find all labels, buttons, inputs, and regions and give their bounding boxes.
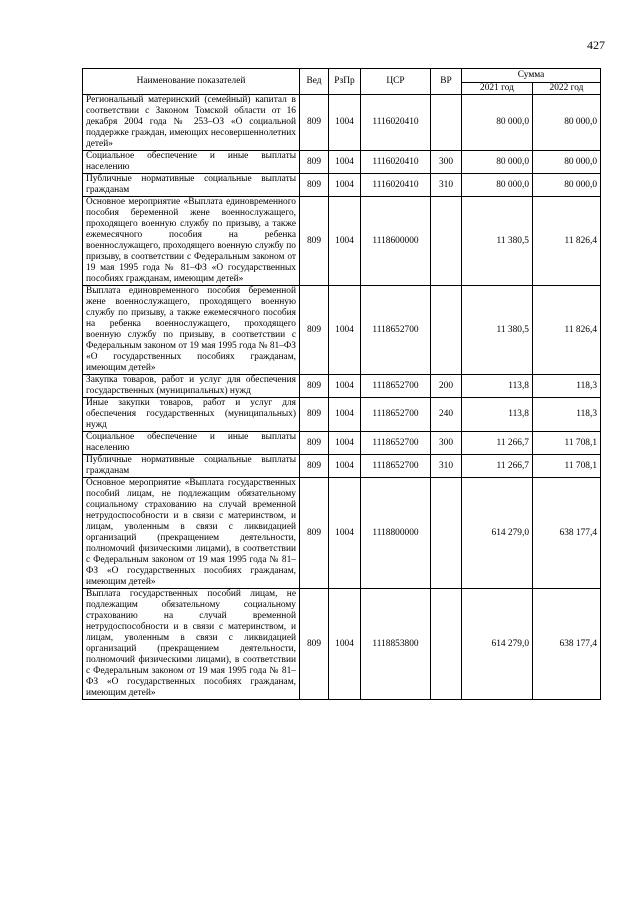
- cell-name: Социальное обеспечение и иные выплаты населению: [83, 151, 300, 174]
- cell-csr: 1118652700: [361, 398, 431, 432]
- table-row: [83, 375, 601, 398]
- table-row: [83, 589, 601, 700]
- cell-vr: 240: [431, 398, 462, 432]
- cell-csr: 1116020410: [361, 174, 431, 197]
- cell-rzpr: 1004: [329, 432, 361, 455]
- cell-rzpr: 1004: [329, 286, 361, 375]
- header-ved: Вед: [300, 69, 329, 95]
- cell-csr: 1118652700: [361, 455, 431, 478]
- cell-y2022: 118,3: [533, 398, 601, 432]
- cell-ved: 809: [300, 432, 329, 455]
- cell-vr: [431, 589, 462, 700]
- cell-rzpr: 1004: [329, 398, 361, 432]
- header-rzpr: РзПр: [329, 69, 361, 95]
- cell-y2021: 80 000,0: [462, 95, 533, 151]
- cell-name: Выплата государственных пособий лицам, не подлежащим обязательному социальному страхованию на случай временной нетрудоспособности и в связи с материнством, и лицам, уволенным в связи с ликвидацией организаций (прекращением деятельности, полномочий физическими лицами), в соответствии с Федеральным законом от 19 мая 1995 года № 81–ФЗ «О государственных пособиях гражданам, имеющим детей»: [83, 589, 300, 700]
- table-row: [83, 95, 601, 151]
- cell-vr: 300: [431, 151, 462, 174]
- cell-ved: 809: [300, 375, 329, 398]
- cell-vr: 300: [431, 432, 462, 455]
- header-sum: Сумма: [462, 69, 601, 83]
- table-body: [83, 95, 601, 700]
- cell-rzpr: 1004: [329, 478, 361, 589]
- table-row: [83, 398, 601, 432]
- cell-name: Публичные нормативные социальные выплаты гражданам: [83, 174, 300, 197]
- cell-ved: 809: [300, 478, 329, 589]
- cell-name: Публичные нормативные социальные выплаты гражданам: [83, 455, 300, 478]
- cell-name: Региональный материнский (семейный) капитал в соответствии с Законом Томской области от 16 декабря 2004 года № 253–ОЗ «О социальной поддержке граждан, имеющих несовершеннолетних детей»: [83, 95, 300, 151]
- cell-csr: 1116020410: [361, 151, 431, 174]
- cell-csr: 1118652700: [361, 432, 431, 455]
- cell-y2021: 80 000,0: [462, 151, 533, 174]
- cell-y2022: 80 000,0: [533, 151, 601, 174]
- cell-y2022: 638 177,4: [533, 478, 601, 589]
- cell-name: Основное мероприятие «Выплата единовременного пособия беременной жене военнослужащего, проходящего военную службу по призыву, а также ежемесячного пособия на ребенка военнослужащего, проходящего военную службу по призыву, в соответствии с Федеральным законом от 19 мая 1995 года № 81–ФЗ «О государственных пособиях гражданам, имеющим детей»: [83, 197, 300, 286]
- cell-vr: [431, 197, 462, 286]
- cell-y2021: 11 266,7: [462, 432, 533, 455]
- header-vr: ВР: [431, 69, 462, 95]
- cell-ved: 809: [300, 95, 329, 151]
- header-2021: 2021 год: [462, 83, 533, 95]
- table-row: [83, 197, 601, 286]
- cell-rzpr: 1004: [329, 197, 361, 286]
- header-csr: ЦСР: [361, 69, 431, 95]
- cell-rzpr: 1004: [329, 95, 361, 151]
- cell-y2021: 11 266,7: [462, 455, 533, 478]
- cell-y2021: 11 380,5: [462, 197, 533, 286]
- cell-csr: 1116020410: [361, 95, 431, 151]
- cell-rzpr: 1004: [329, 174, 361, 197]
- cell-name: Иные закупки товаров, работ и услуг для обеспечения государственных (муниципальных) нужд: [83, 398, 300, 432]
- cell-ved: 809: [300, 286, 329, 375]
- header-2022: 2022 год: [533, 83, 601, 95]
- page-number: 427: [587, 38, 605, 52]
- cell-rzpr: 1004: [329, 375, 361, 398]
- budget-table: [82, 68, 601, 700]
- cell-name: Закупка товаров, работ и услуг для обеспечения государственных (муниципальных) нужд: [83, 375, 300, 398]
- cell-name: Социальное обеспечение и иные выплаты населению: [83, 432, 300, 455]
- cell-csr: 1118652700: [361, 286, 431, 375]
- cell-y2022: 11 826,4: [533, 197, 601, 286]
- cell-csr: 1118800000: [361, 478, 431, 589]
- cell-y2021: 80 000,0: [462, 174, 533, 197]
- cell-y2021: 113,8: [462, 398, 533, 432]
- cell-vr: 200: [431, 375, 462, 398]
- table-row: [83, 151, 601, 174]
- cell-csr: 1118853800: [361, 589, 431, 700]
- cell-y2021: 113,8: [462, 375, 533, 398]
- table-row: [83, 286, 601, 375]
- cell-ved: 809: [300, 174, 329, 197]
- cell-csr: 1118652700: [361, 375, 431, 398]
- cell-y2022: 11 708,1: [533, 432, 601, 455]
- cell-y2022: 11 708,1: [533, 455, 601, 478]
- cell-ved: 809: [300, 398, 329, 432]
- table-row: [83, 432, 601, 455]
- table-row: [83, 455, 601, 478]
- cell-name: Выплата единовременного пособия беременной жене военнослужащего, проходящего военную службу по призыву, а также ежемесячного пособия на ребенка военнослужащего, проходящего военную службу по призыву, в соответствии с Федеральным законом от 19 мая 1995 года № 81–ФЗ «О государственных пособиях гражданам, имеющим детей»: [83, 286, 300, 375]
- cell-ved: 809: [300, 455, 329, 478]
- cell-y2022: 118,3: [533, 375, 601, 398]
- cell-vr: 310: [431, 174, 462, 197]
- cell-name: Основное мероприятие «Выплата государственных пособий лицам, не подлежащим обязательному социальному страхованию на случай временной нетрудоспособности и в связи с материнством, и лицам, уволенным в связи с ликвидацией организаций (прекращением деятельности, полномочий физическими лицами), в соответствии с Федеральным законом от 19 мая 1995 года № 81–ФЗ «О государственных пособиях гражданам, имеющим детей»: [83, 478, 300, 589]
- cell-y2022: 11 826,4: [533, 286, 601, 375]
- cell-vr: [431, 286, 462, 375]
- cell-vr: 310: [431, 455, 462, 478]
- cell-rzpr: 1004: [329, 589, 361, 700]
- header-name: Наименование показателей: [83, 69, 300, 95]
- cell-y2021: 614 279,0: [462, 478, 533, 589]
- cell-ved: 809: [300, 151, 329, 174]
- cell-vr: [431, 95, 462, 151]
- cell-y2022: 80 000,0: [533, 174, 601, 197]
- cell-vr: [431, 478, 462, 589]
- cell-y2022: 638 177,4: [533, 589, 601, 700]
- cell-y2021: 11 380,5: [462, 286, 533, 375]
- cell-y2022: 80 000,0: [533, 95, 601, 151]
- cell-ved: 809: [300, 197, 329, 286]
- cell-csr: 1118600000: [361, 197, 431, 286]
- table-row: [83, 478, 601, 589]
- cell-rzpr: 1004: [329, 151, 361, 174]
- table-row: [83, 174, 601, 197]
- cell-rzpr: 1004: [329, 455, 361, 478]
- cell-y2021: 614 279,0: [462, 589, 533, 700]
- cell-ved: 809: [300, 589, 329, 700]
